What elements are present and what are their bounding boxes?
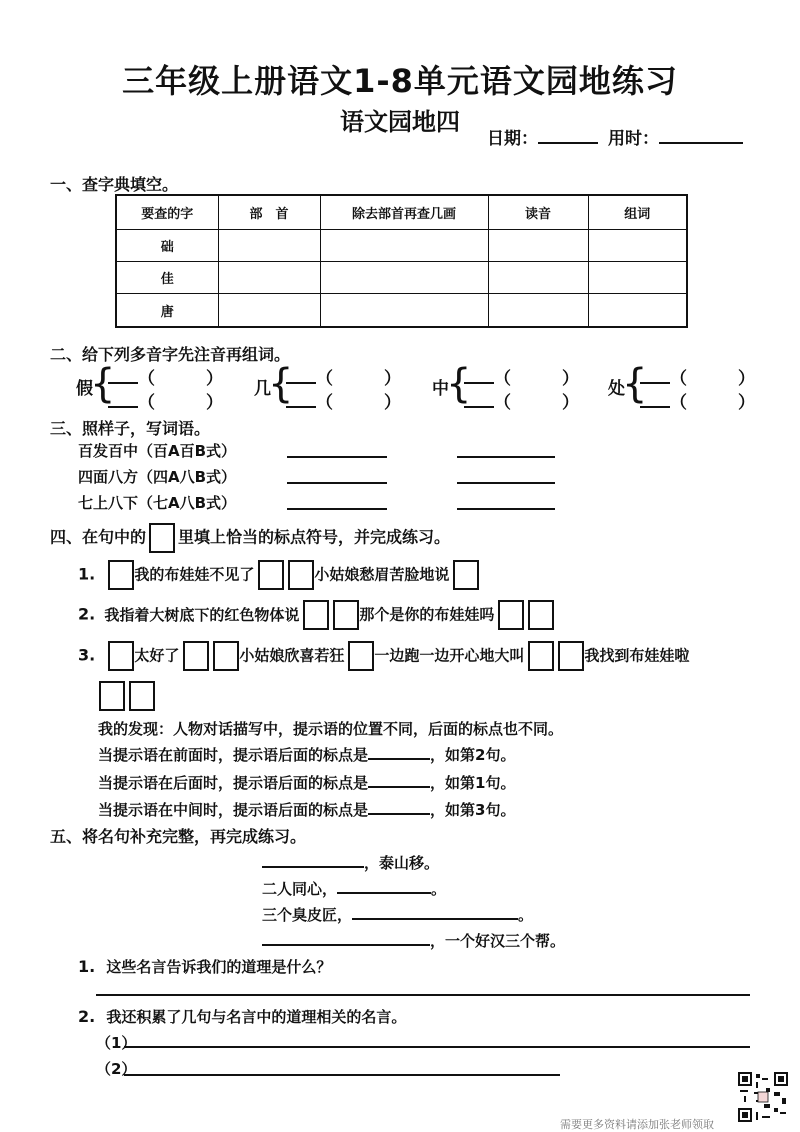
answer-blank[interactable]: [262, 932, 430, 946]
proverb-text: ，泰山移。: [364, 854, 440, 872]
answer-line[interactable]: [124, 1046, 750, 1048]
answer-line[interactable]: [96, 994, 750, 996]
item-number: 3.: [78, 645, 96, 665]
answer-blank[interactable]: [337, 880, 431, 894]
table-header-row: [116, 195, 687, 229]
punct-box[interactable]: [99, 681, 125, 711]
table-cell[interactable]: [320, 229, 488, 261]
answer-blank[interactable]: [287, 508, 387, 510]
pattern-example: 百发百中（百A百B式）: [78, 442, 237, 460]
finding-line-text: 当提示语在中间时，提示语后面的标点是: [98, 801, 369, 819]
sentence-text: 小姑娘愁眉苦脸地说: [314, 565, 450, 584]
table-header: 读音: [488, 195, 588, 229]
pinyin-blank[interactable]: [286, 406, 316, 408]
pinyin-blank[interactable]: [464, 406, 494, 408]
answer-blank[interactable]: [262, 854, 364, 868]
sentence-text: 一边跑一边开心地大叫: [374, 646, 525, 665]
table-cell[interactable]: [488, 261, 588, 293]
punct-box[interactable]: [213, 641, 239, 671]
finding-line-text: 当提示语在后面时，提示语后面的标点是: [98, 774, 369, 792]
proverb-line: [262, 930, 565, 951]
sentence-1: [78, 560, 479, 590]
sentence-text: 我指着大树底下的红色物体说: [104, 605, 300, 624]
answer-blank[interactable]: [287, 482, 387, 484]
table-cell-char: 唐: [116, 294, 218, 327]
date-label: 日期：: [487, 129, 538, 149]
item-number: 1.: [78, 564, 96, 584]
sentence-text: 小姑娘欣喜若狂: [239, 646, 345, 665]
table-row: [116, 294, 687, 327]
table-cell[interactable]: [218, 261, 320, 293]
answer-blank[interactable]: [287, 456, 387, 458]
polyphone-char: 处: [608, 379, 625, 399]
section-4-heading-post: 里填上恰当的标点符号，并完成练习。: [178, 527, 451, 547]
table-cell[interactable]: [488, 294, 588, 327]
table-cell[interactable]: [588, 261, 687, 293]
table-cell[interactable]: [488, 229, 588, 261]
word-paren[interactable]: （ ）: [138, 369, 223, 389]
answer-blank[interactable]: [368, 746, 430, 760]
pinyin-blank[interactable]: [286, 382, 316, 384]
punct-box[interactable]: [528, 641, 554, 671]
answer-line[interactable]: [124, 1074, 560, 1076]
table-cell[interactable]: [320, 294, 488, 327]
table-row: [116, 229, 687, 261]
punct-box[interactable]: [183, 641, 209, 671]
section-5-heading: 五、将名句补充完整，再完成练习。: [50, 827, 307, 846]
proverb-text: 三个臭皮匠，: [262, 906, 353, 924]
sentence-3-continued: [99, 681, 155, 711]
sentence-text: 我的布娃娃不见了: [134, 565, 255, 584]
word-paren[interactable]: （ ）: [670, 393, 755, 413]
answer-index: （2）: [96, 1060, 137, 1078]
item-number: 2.: [78, 604, 96, 624]
footer-note: 需要更多资料请添加张老师领取: [560, 1118, 714, 1131]
section-3-heading: 三、照样子，写词语。: [50, 419, 211, 438]
finding-line: [98, 744, 515, 765]
example-box: [149, 523, 175, 553]
sentence-text: 那个是你的布娃娃吗: [359, 605, 495, 624]
item-number: 1.: [78, 957, 96, 976]
word-paren[interactable]: （ ）: [670, 369, 755, 389]
sentence-text: 太好了: [134, 646, 180, 665]
punct-box[interactable]: [348, 641, 374, 671]
finding-line: [98, 772, 515, 793]
section-2-heading: 二、给下列多音字先注音再组词。: [50, 345, 291, 364]
time-blank[interactable]: [659, 130, 743, 144]
answer-blank[interactable]: [457, 482, 555, 484]
answer-blank[interactable]: [368, 774, 430, 788]
finding-line: [98, 799, 515, 820]
table-cell[interactable]: [218, 294, 320, 327]
sentence-3: [78, 641, 689, 671]
sentence-2: [78, 600, 554, 630]
dictionary-lookup-table: [115, 194, 688, 328]
date-field: [487, 124, 598, 149]
punct-box[interactable]: [303, 600, 329, 630]
section-4-heading: [50, 523, 450, 553]
table-cell[interactable]: [320, 261, 488, 293]
pinyin-blank[interactable]: [108, 406, 138, 408]
punct-box[interactable]: [333, 600, 359, 630]
pattern-example: 七上八下（七A八B式）: [78, 494, 237, 512]
brace-icon: {: [90, 361, 116, 407]
proverb-line: [262, 878, 446, 899]
polyphone-char: 几: [254, 379, 271, 399]
section-4-heading-pre: 四、在句中的: [50, 527, 147, 547]
proverb-text: 。: [431, 880, 447, 898]
table-header: 要查的字: [116, 195, 218, 229]
punct-box[interactable]: [108, 560, 134, 590]
word-paren[interactable]: （ ）: [494, 393, 579, 413]
sentence-text: 我找到布娃娃啦: [584, 646, 690, 665]
answer-blank[interactable]: [457, 456, 555, 458]
page-title: 三年级上册语文1-8单元语文园地练习: [122, 62, 678, 100]
pinyin-blank[interactable]: [108, 382, 138, 384]
finding-line-text: ，如第2句。: [430, 746, 516, 764]
punct-box[interactable]: [558, 641, 584, 671]
pinyin-blank[interactable]: [640, 382, 670, 384]
pattern-example: 四面八方（四A八B式）: [78, 468, 237, 486]
date-blank[interactable]: [538, 130, 598, 144]
punct-box[interactable]: [288, 560, 314, 590]
punct-box[interactable]: [258, 560, 284, 590]
finding-line-text: ，如第1句。: [430, 774, 516, 792]
brace-icon: {: [446, 361, 472, 407]
brace-icon: {: [622, 361, 648, 407]
pinyin-blank[interactable]: [640, 406, 670, 408]
table-header: 除去部首再查几画: [320, 195, 488, 229]
answer-blank[interactable]: [368, 801, 430, 815]
proverb-text: ，一个好汉三个帮。: [430, 932, 566, 950]
word-paren[interactable]: （ ）: [316, 369, 401, 389]
finding-line-text: 当提示语在前面时，提示语后面的标点是: [98, 746, 369, 764]
finding-line-text: ，如第3句。: [430, 801, 516, 819]
answer-blank[interactable]: [457, 508, 555, 510]
table-cell[interactable]: [588, 294, 687, 327]
word-paren[interactable]: （ ）: [138, 393, 223, 413]
brace-icon: {: [268, 361, 294, 407]
table-cell-char: 佳: [116, 261, 218, 293]
proverb-line: [262, 904, 533, 925]
qr-code-icon: [738, 1072, 788, 1122]
proverb-text: 。: [518, 906, 534, 924]
pinyin-blank[interactable]: [464, 382, 494, 384]
word-paren[interactable]: （ ）: [494, 369, 579, 389]
polyphone-char: 假: [76, 379, 93, 399]
punct-box[interactable]: [498, 600, 524, 630]
punct-box[interactable]: [129, 681, 155, 711]
table-cell[interactable]: [218, 229, 320, 261]
time-label: 用时：: [608, 129, 659, 149]
question-text: 我还积累了几句与名言中的道理相关的名言。: [106, 1008, 407, 1026]
item-number: 2.: [78, 1007, 96, 1026]
answer-blank[interactable]: [352, 906, 518, 920]
proverb-text: 二人同心，: [262, 880, 338, 898]
answer-index: （1）: [96, 1034, 137, 1052]
question-text: 这些名言告诉我们的道理是什么？: [106, 958, 332, 976]
question-1: [78, 956, 331, 977]
page-subtitle: 语文园地四: [340, 108, 460, 136]
table-header: 组词: [588, 195, 687, 229]
question-2: [78, 1006, 406, 1027]
punct-box[interactable]: [528, 600, 554, 630]
punct-box[interactable]: [108, 641, 134, 671]
word-paren[interactable]: （ ）: [316, 393, 401, 413]
table-cell[interactable]: [588, 229, 687, 261]
proverb-line: [262, 852, 439, 873]
punct-box[interactable]: [453, 560, 479, 590]
table-row: [116, 261, 687, 293]
finding-text: 我的发现：人物对话描写中，提示语的位置不同，后面的标点也不同。: [98, 720, 564, 738]
table-cell-char: 础: [116, 229, 218, 261]
polyphone-char: 中: [432, 379, 449, 399]
section-1-heading: 一、查字典填空。: [50, 175, 179, 194]
time-field: [608, 124, 743, 149]
table-header: 部 首: [218, 195, 320, 229]
